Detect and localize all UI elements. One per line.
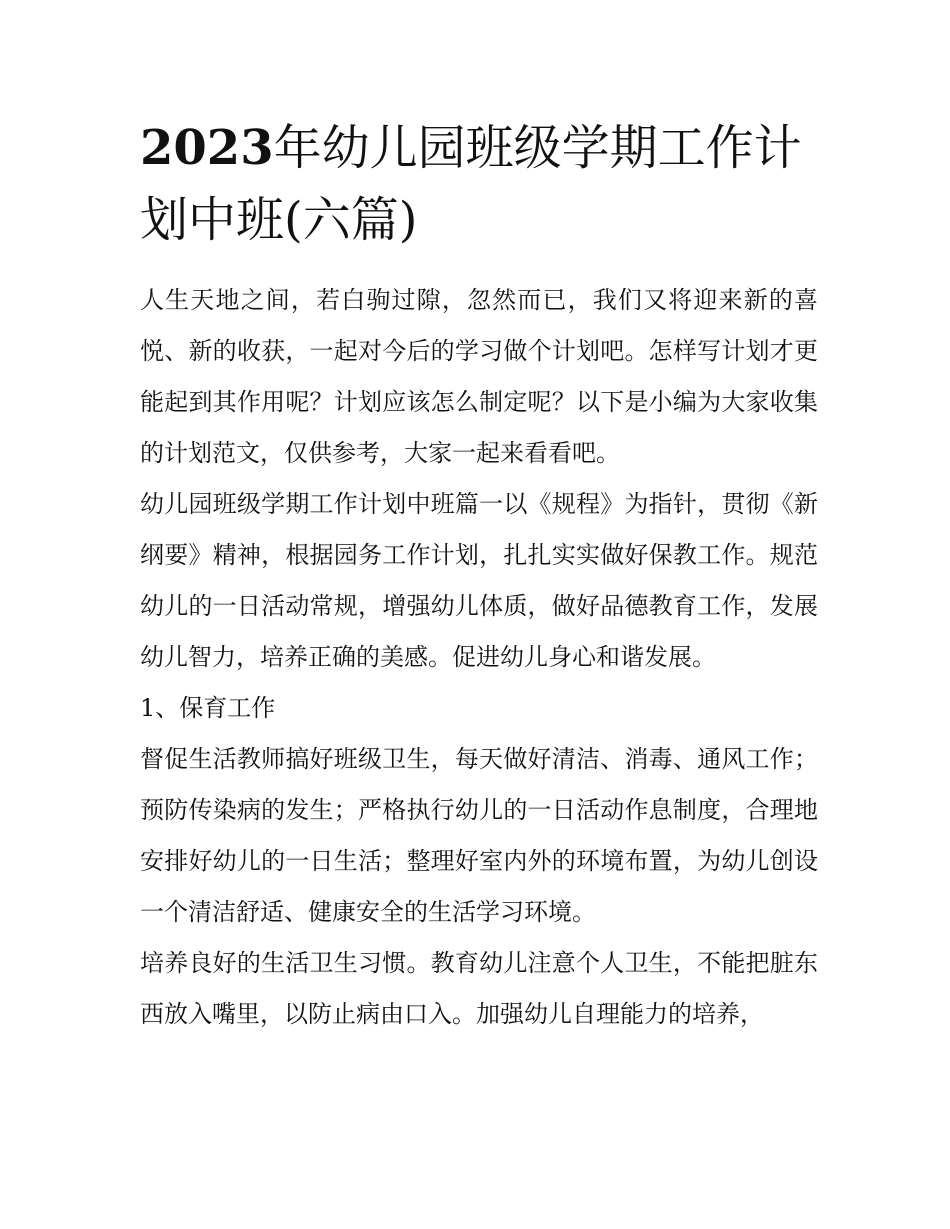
care-work-paragraph: 督促生活教师搞好班级卫生，每天做好清洁、消毒、通风工作；预防传染病的发生；严格执行幼儿的一日活动作息制度，合理地安排好幼儿的一日生活；整理好室内外的环境布置，为幼儿创设一个清洁舒适、健康安全的生活学习环境。 [140, 745, 818, 926]
title-text: 年幼儿园班级学期工作计划中班(六篇) [140, 120, 802, 248]
hygiene-habits-paragraph: 培养良好的生活卫生习惯。教育幼儿注意个人卫生，不能把脏东西放入嘴里，以防止病由口入。加强幼儿自理能力的培养， [140, 949, 818, 1028]
subheading-care-work: 1、保育工作 [140, 694, 276, 722]
section-one-paragraph: 幼儿园班级学期工作计划中班篇一以《规程》为指针，贯彻《新纲要》精神，根据园务工作计划，扎扎实实做好保教工作。规范幼儿的一日活动常规，增强幼儿体质，做好品德教育工作，发展幼儿智力，培养正确的美感。促进幼儿身心和谐发展。 [140, 490, 818, 671]
document-title [140, 112, 830, 256]
document-body [140, 275, 818, 1040]
intro-paragraph: 人生天地之间，若白驹过隙，忽然而已，我们又将迎来新的喜悦、新的收获，一起对今后的学习做个计划吧。怎样写计划才更能起到其作用呢？计划应该怎么制定呢？以下是小编为大家收集的计划范文，仅供参考，大家一起来看看吧。 [140, 286, 818, 467]
title-year: 2023 [140, 120, 274, 176]
